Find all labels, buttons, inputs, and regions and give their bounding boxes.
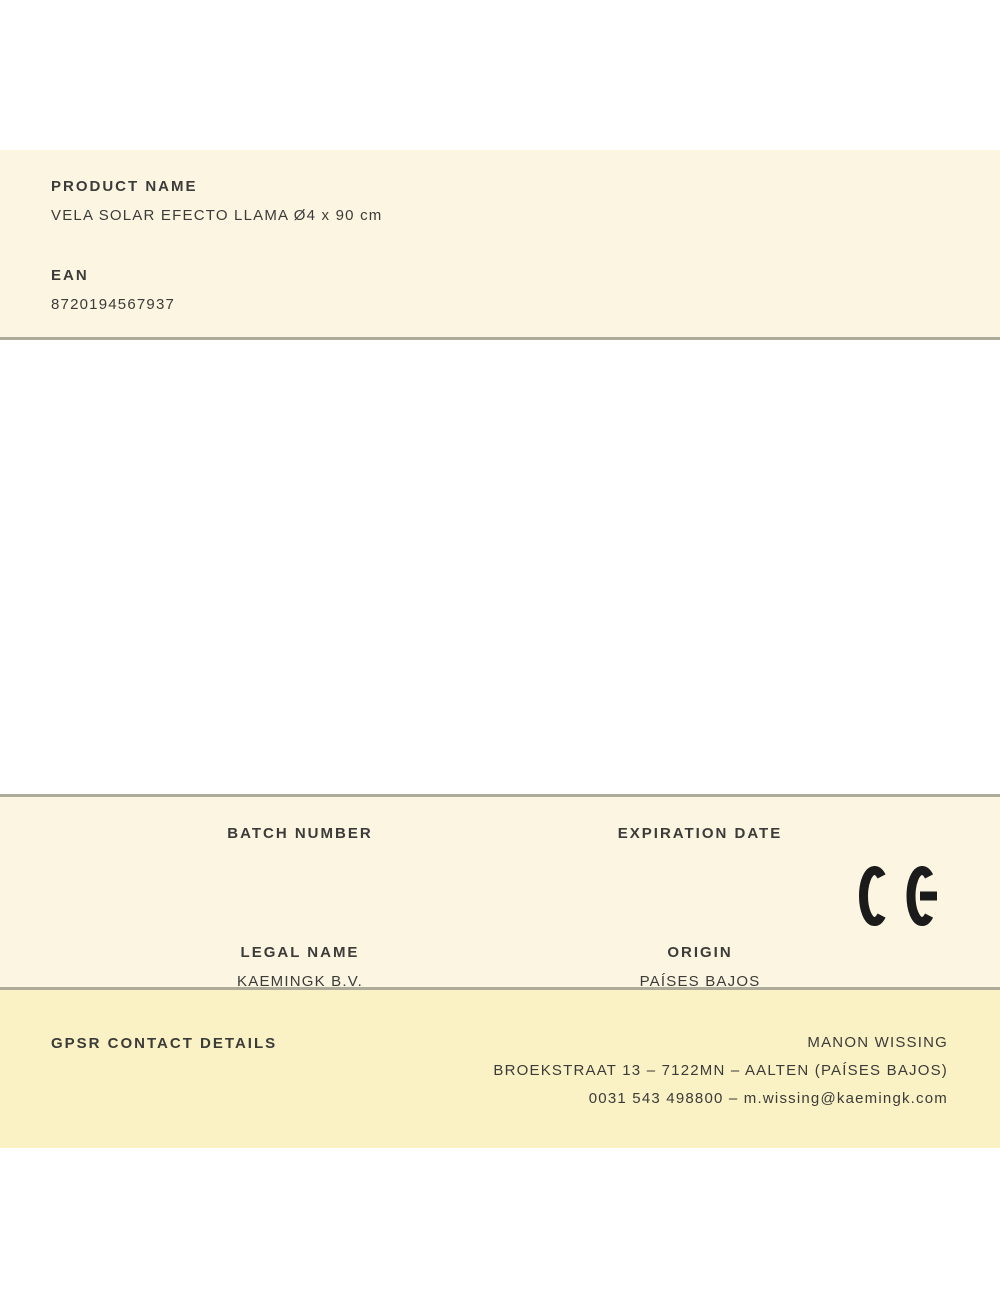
ean-value: 8720194567937 [51,296,176,313]
ce-mark-icon [859,866,941,926]
expiration-column [500,824,900,991]
origin-value: PAÍSES BAJOS [639,973,761,990]
product-name-value: VELA SOLAR EFECTO LLAMA Ø4 x 90 cm [51,207,383,224]
product-info-panel [0,150,1000,340]
batch-info-panel [0,794,1000,990]
origin-label: ORIGIN [667,944,733,961]
batch-column [100,824,500,991]
product-name-field [51,177,949,225]
ean-field [51,266,949,314]
legal-name-value: KAEMINGK B.V. [237,973,363,990]
contact-phone-email: 0031 543 498800 – m.wissing@kaemingk.com [588,1090,948,1107]
batch-number-label: BATCH NUMBER [227,825,373,842]
gpsr-title: GPSR CONTACT DETAILS [51,1035,278,1052]
legal-name-label: LEGAL NAME [240,944,360,961]
contact-address: BROEKSTRAAT 13 – 7122MN – AALTEN (PAÍSES BAJOS) [493,1062,948,1079]
expiration-date-value [500,853,900,872]
ean-label: EAN [51,267,89,284]
gpsr-contact-block [493,1029,948,1113]
contact-name: MANON WISSING [807,1034,948,1051]
batch-number-value [100,853,500,872]
expiration-date-label: EXPIRATION DATE [617,825,783,842]
gpsr-contact-panel [0,990,1000,1148]
product-name-label: PRODUCT NAME [51,178,198,195]
